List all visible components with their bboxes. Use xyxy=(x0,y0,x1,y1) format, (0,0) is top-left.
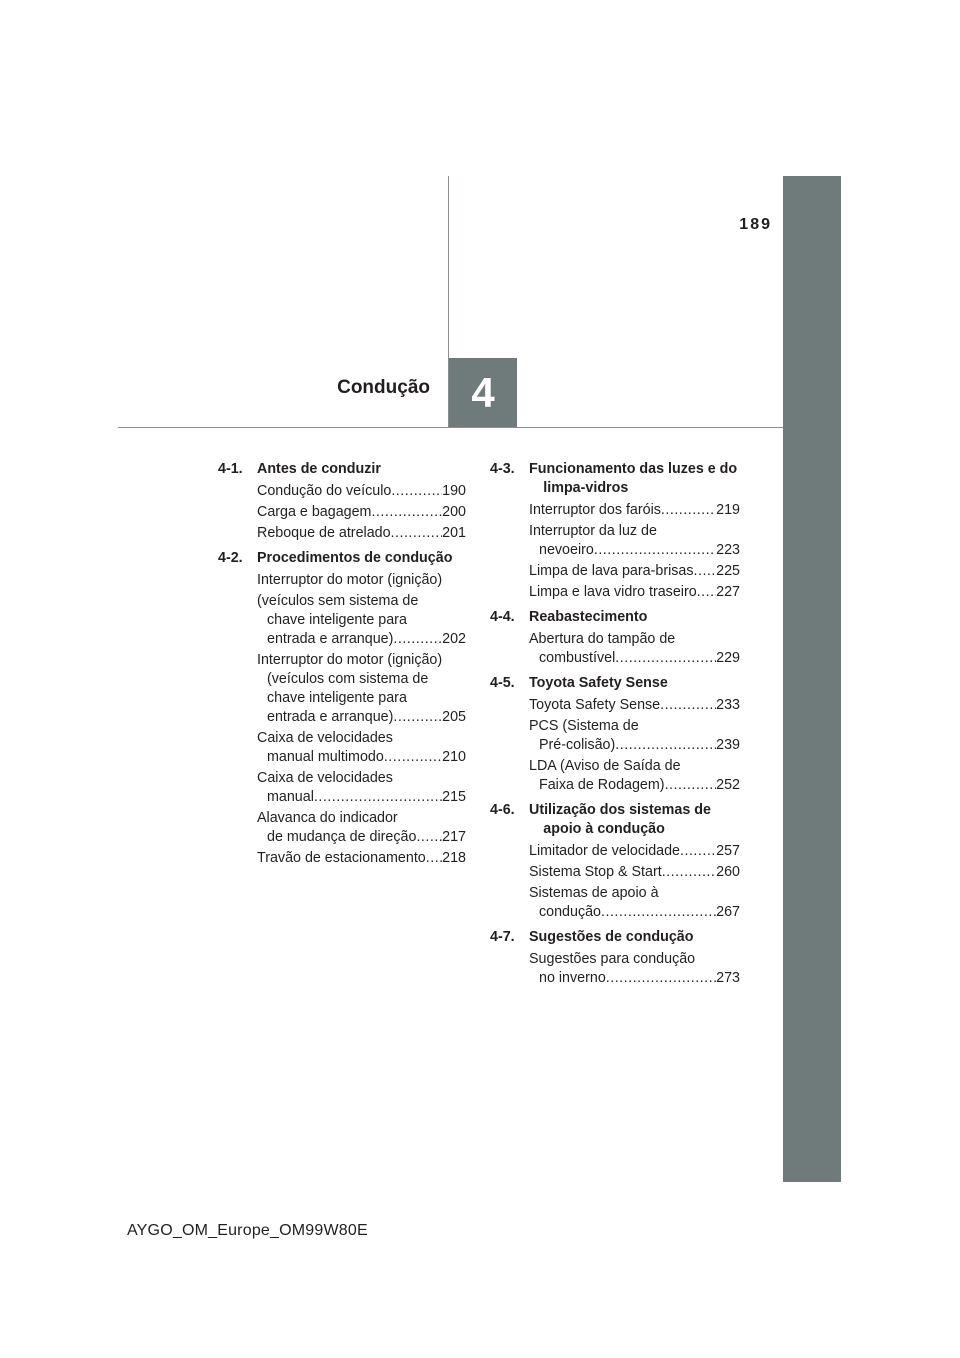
toc-entry[interactable] xyxy=(529,696,740,715)
toc-entry-page: 190 xyxy=(442,483,466,499)
toc-entry-page: 223 xyxy=(716,542,740,558)
toc-entry-last-line xyxy=(529,501,740,520)
toc-entry-page: 229 xyxy=(716,650,740,666)
toc-entry-last-line xyxy=(529,649,740,668)
toc-entry-page: 273 xyxy=(716,970,740,986)
chapter-side-tab xyxy=(783,176,841,1182)
dot-leader xyxy=(594,541,716,560)
dot-leader xyxy=(371,503,442,522)
header-horizontal-rule xyxy=(118,427,783,428)
toc-entry[interactable] xyxy=(257,729,466,767)
toc-entry-text: Toyota Safety Sense xyxy=(529,697,661,713)
section-number: 4-3. xyxy=(490,461,515,477)
toc-entry-text: Condução do veículo xyxy=(257,483,392,499)
toc-entry-page: 267 xyxy=(716,904,740,920)
toc-entry-page: 233 xyxy=(716,697,740,713)
toc-entry-last-line xyxy=(257,849,466,868)
toc-entry[interactable] xyxy=(257,769,466,807)
toc-entry-page: 252 xyxy=(716,777,740,793)
toc-entry[interactable] xyxy=(257,651,466,727)
toc-entry-text: Limpa de lava para-brisas xyxy=(529,563,694,579)
dot-leader xyxy=(694,562,717,581)
toc-entry[interactable] xyxy=(529,583,740,602)
toc-entry-last-line xyxy=(529,842,740,861)
dot-leader xyxy=(665,776,717,795)
dot-leader xyxy=(384,748,442,767)
toc-entry-text: nevoeiro xyxy=(539,542,594,558)
toc-entry-last-line xyxy=(257,482,466,501)
toc-entry-page: 201 xyxy=(442,525,466,541)
toc-entry-page: 215 xyxy=(442,789,466,805)
toc-entry-last-line xyxy=(257,503,466,522)
toc-entry-text: Carga e bagagem xyxy=(257,504,372,520)
toc-entry-page: 257 xyxy=(716,843,740,859)
toc-entry-text: Travão de estacionamento xyxy=(257,850,426,866)
section-heading[interactable] xyxy=(218,460,466,479)
toc-entry-last-line xyxy=(529,541,740,560)
toc-entry[interactable] xyxy=(529,562,740,581)
toc-entry[interactable] xyxy=(529,950,740,988)
dot-leader xyxy=(393,630,442,649)
section-number: 4-7. xyxy=(490,929,515,945)
toc-entry-last-line xyxy=(257,828,466,847)
section-heading[interactable] xyxy=(490,928,740,947)
toc-column-right xyxy=(490,460,740,990)
toc-column-left xyxy=(218,460,466,870)
toc-entry-page: 210 xyxy=(442,749,466,765)
toc-entry[interactable] xyxy=(257,849,466,868)
toc-entry-text: entrada e arranque) xyxy=(267,631,394,647)
toc-entry-last-line xyxy=(257,748,466,767)
toc-entry-last-line xyxy=(529,696,740,715)
toc-entry-text: Caixa de velocidades xyxy=(257,770,393,786)
toc-entry-text: Faixa de Rodagem) xyxy=(539,777,665,793)
toc-entry[interactable] xyxy=(257,524,466,543)
section-number: 4-2. xyxy=(218,550,243,566)
toc-entry-page: 217 xyxy=(442,829,466,845)
toc-entry-page: 200 xyxy=(442,504,466,520)
chapter-title: Condução xyxy=(337,377,430,398)
section-title: Toyota Safety Sense xyxy=(529,675,668,691)
toc-entry-last-line xyxy=(257,630,466,649)
toc-entry-last-line xyxy=(529,736,740,755)
toc-entry-text: Alavanca do indicador xyxy=(257,810,398,826)
dot-leader xyxy=(391,482,442,501)
section-number: 4-5. xyxy=(490,675,515,691)
toc-entry-text: Caixa de velocidades xyxy=(257,730,393,746)
document-footer: AYGO_OM_Europe_OM99W80E xyxy=(127,1222,368,1239)
dot-leader xyxy=(393,708,442,727)
toc-entry-text: Pré-colisão) xyxy=(539,737,616,753)
dot-leader xyxy=(660,696,716,715)
toc-entry[interactable] xyxy=(529,717,740,755)
section-title: Funcionamento das luzes e do limpa-vidros xyxy=(529,461,738,496)
toc-entry[interactable] xyxy=(257,482,466,501)
section-title: Procedimentos de condução xyxy=(257,550,453,566)
toc-entry-last-line xyxy=(529,583,740,602)
dot-leader xyxy=(697,583,716,602)
toc-entry-text: manual multimodo xyxy=(267,749,384,765)
toc-entry[interactable] xyxy=(257,571,466,590)
toc-entry-page: 239 xyxy=(716,737,740,753)
toc-entry-text: de mudança de direção xyxy=(267,829,417,845)
toc-entry-text: Sistema Stop & Start xyxy=(529,864,662,880)
toc-entry-last-line xyxy=(529,776,740,795)
section-title: Reabastecimento xyxy=(529,609,648,625)
chapter-number-box xyxy=(449,358,517,427)
toc-entry-text: LDA (Aviso de Saída de xyxy=(529,758,681,774)
toc-entry-page: 260 xyxy=(716,864,740,880)
dot-leader xyxy=(615,649,716,668)
toc-entry-text: no inverno xyxy=(539,970,606,986)
toc-entry-text: (veículos sem sistema de xyxy=(257,593,419,609)
toc-entry-text: manual xyxy=(267,789,314,805)
toc-entry[interactable] xyxy=(529,501,740,520)
toc-entry-last-line xyxy=(529,903,740,922)
toc-entry-text: Sugestões para condução xyxy=(529,951,696,967)
section-heading[interactable] xyxy=(490,674,740,693)
toc-entry-text: (veículos com sistema de xyxy=(267,671,429,687)
toc-entry-page: 202 xyxy=(442,631,466,647)
toc-entry[interactable] xyxy=(529,757,740,795)
toc-entry-text: PCS (Sistema de xyxy=(529,718,639,734)
dot-leader xyxy=(601,903,716,922)
toc-entry[interactable] xyxy=(529,863,740,882)
section-heading[interactable] xyxy=(490,460,740,498)
toc-entry-page: 227 xyxy=(716,584,740,600)
page-number: 189 xyxy=(739,216,772,233)
dot-leader xyxy=(615,736,716,755)
toc-entry-last-line xyxy=(257,708,466,727)
toc-entry-page: 218 xyxy=(442,850,466,866)
toc-entry-text: Interruptor da luz de xyxy=(529,523,657,539)
toc-entry-last-line xyxy=(529,863,740,882)
section-number: 4-4. xyxy=(490,609,515,625)
toc-entry-last-line xyxy=(257,524,466,543)
section-number: 4-1. xyxy=(218,461,243,477)
toc-entry-text: Interruptor do motor (ignição) xyxy=(257,652,443,668)
toc-entry-text: Limitador de velocidade xyxy=(529,843,681,859)
toc-entry-page: 205 xyxy=(442,709,466,725)
section-title: Sugestões de condução xyxy=(529,929,694,945)
section-title: Antes de conduzir xyxy=(257,461,381,477)
dot-leader xyxy=(606,969,716,988)
toc-entry-text: chave inteligente para xyxy=(267,690,407,706)
dot-leader xyxy=(426,849,442,868)
toc-entry[interactable] xyxy=(529,630,740,668)
section-number: 4-6. xyxy=(490,802,515,818)
chapter-number: 4 xyxy=(471,368,495,416)
dot-leader xyxy=(416,828,442,847)
toc-entry-text: Interruptor do motor (ignição) xyxy=(257,572,443,588)
toc-entry-page: 225 xyxy=(716,563,740,579)
toc-entry-text: Sistemas de apoio à xyxy=(529,885,659,901)
section-heading[interactable] xyxy=(490,801,740,839)
toc-entry-last-line xyxy=(529,969,740,988)
section-heading[interactable] xyxy=(490,608,740,627)
toc-entry-text: chave inteligente para xyxy=(267,612,407,628)
toc-entry-last-line xyxy=(529,562,740,581)
toc-entry-last-line xyxy=(257,788,466,807)
toc-entry-text: entrada e arranque) xyxy=(267,709,394,725)
toc-entry[interactable] xyxy=(257,592,466,649)
toc-entry[interactable] xyxy=(529,884,740,922)
toc-entry-text: condução xyxy=(539,904,602,920)
section-title: Utilização dos sistemas de apoio à condução xyxy=(529,802,711,837)
dot-leader xyxy=(314,788,442,807)
toc-entry-text: combustível xyxy=(539,650,616,666)
toc-entry[interactable] xyxy=(257,503,466,522)
section-heading[interactable] xyxy=(218,549,466,568)
toc-entry-text: Abertura do tampão de xyxy=(529,631,676,647)
toc-entry[interactable] xyxy=(529,842,740,861)
dot-leader xyxy=(391,524,443,543)
toc-entry-text: Interruptor dos faróis xyxy=(529,502,661,518)
dot-leader xyxy=(662,863,716,882)
toc-entry-text: Reboque de atrelado xyxy=(257,525,391,541)
toc-entry[interactable] xyxy=(257,809,466,847)
dot-leader xyxy=(661,501,716,520)
dot-leader xyxy=(680,842,716,861)
toc-entry-page: 219 xyxy=(716,502,740,518)
toc-entry[interactable] xyxy=(529,522,740,560)
toc-entry-text: Limpa e lava vidro traseiro xyxy=(529,584,697,600)
